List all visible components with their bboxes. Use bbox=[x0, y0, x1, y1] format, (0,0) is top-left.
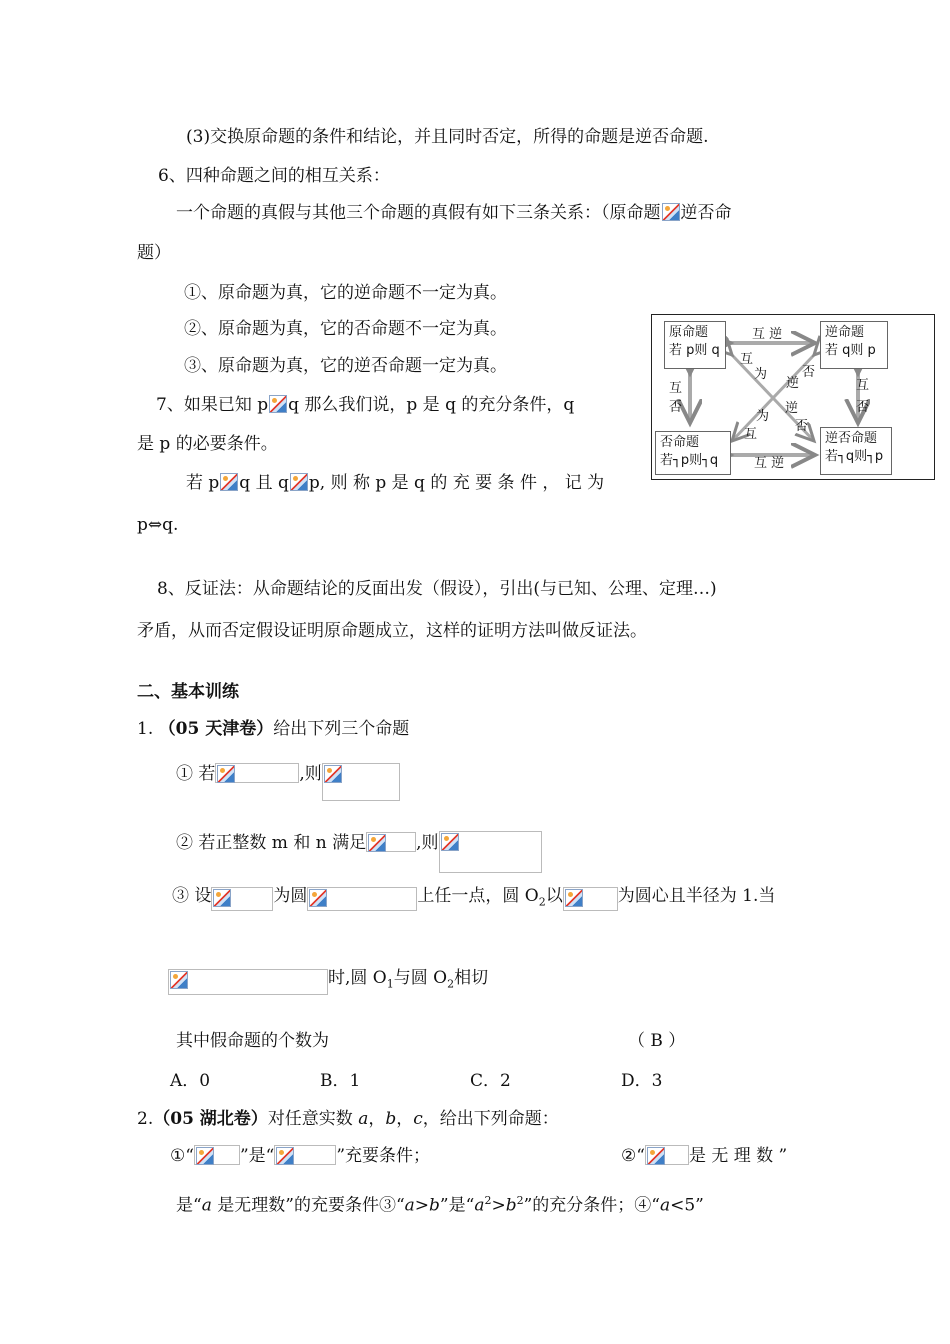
formula-image bbox=[322, 763, 400, 801]
diag-label-7: 为 bbox=[756, 409, 770, 424]
s7-d1: 若 p bbox=[186, 473, 220, 493]
formula-image bbox=[366, 832, 416, 852]
formula-image bbox=[168, 969, 328, 995]
formula-image bbox=[219, 472, 239, 492]
q1-i3f-sub2: 2 bbox=[447, 977, 455, 991]
br-form: 若┐q则┐p bbox=[825, 449, 884, 464]
q1-i3c-sub: 2 bbox=[538, 895, 546, 909]
top-edge-label: 互 逆 bbox=[752, 327, 783, 342]
formula-image bbox=[439, 831, 542, 873]
s6-rule1: ①、原命题为真，它的逆命题不一定为真。 bbox=[184, 283, 507, 303]
diag-label-5: 否 bbox=[795, 419, 809, 434]
q1-i3c: 上任一点，圆 O bbox=[417, 886, 539, 906]
diag-label-2: 为 bbox=[754, 367, 768, 382]
var-b: b bbox=[429, 1195, 440, 1216]
image-placeholder-icon bbox=[217, 765, 235, 783]
q1-i1b: ,则 bbox=[299, 764, 322, 784]
right-edge-label-2: 否 bbox=[856, 400, 870, 415]
q1-i2a: ② 若正整数 m 和 n 满足 bbox=[176, 833, 367, 853]
q2-text-b: ，给出下列命题： bbox=[422, 1109, 559, 1129]
image-placeholder-icon bbox=[290, 473, 308, 491]
image-placeholder-icon bbox=[269, 395, 287, 413]
q2-source: （05 湖北卷） bbox=[153, 1109, 268, 1129]
q1-i1a: ① 若 bbox=[176, 764, 216, 784]
s6-intro-b: 逆否命 bbox=[680, 203, 732, 223]
left-edge-label-1: 互 bbox=[669, 381, 683, 396]
four-propositions-diagram bbox=[651, 314, 935, 480]
diag-label-6: 逆 bbox=[785, 401, 799, 416]
q1-i3f: 时,圆 O bbox=[328, 968, 387, 988]
formula-image bbox=[211, 887, 273, 911]
image-placeholder-icon bbox=[441, 833, 459, 851]
var-c: c bbox=[413, 1109, 423, 1129]
q1-source: （05 天津卷） bbox=[158, 719, 274, 739]
s7-b: q 那么我们说，p 是 q 的充分条件，q bbox=[288, 395, 575, 415]
formula-image bbox=[289, 472, 309, 492]
tr-form: 若 q则 p bbox=[825, 343, 876, 358]
s6-rule2: ②、原命题为真，它的否命题不一定为真。 bbox=[184, 319, 507, 339]
s7-line1 bbox=[156, 394, 574, 416]
q1-i3a: ③ 设 bbox=[172, 886, 212, 906]
diag-label-3: 逆 bbox=[786, 376, 800, 391]
q2-l3-i: > bbox=[491, 1195, 506, 1216]
section-2-heading: 二、基本训练 bbox=[137, 682, 239, 702]
var-a: a bbox=[404, 1195, 415, 1216]
left-edge-label-2: 否 bbox=[669, 400, 683, 415]
q2-l3-k: ”的充分条件；④“ bbox=[523, 1195, 660, 1216]
diag-label-4: 否 bbox=[802, 365, 816, 380]
q2-i1c: ”充要条件； bbox=[336, 1146, 431, 1166]
s7-d2: q 且 q bbox=[239, 473, 289, 493]
bl-title: 否命题 bbox=[660, 435, 700, 450]
q1-option-d: D．3 bbox=[621, 1071, 663, 1091]
q2-i1a: ①“ bbox=[170, 1146, 194, 1166]
q1-item1 bbox=[176, 763, 400, 801]
image-placeholder-icon bbox=[170, 971, 188, 989]
q2-line3 bbox=[176, 1190, 704, 1217]
image-placeholder-icon bbox=[220, 473, 238, 491]
var-a: a bbox=[201, 1195, 212, 1216]
formula-image bbox=[194, 1145, 240, 1165]
s7-line4: p⇔q. bbox=[137, 515, 179, 535]
converse-proposition-box bbox=[820, 321, 888, 369]
image-placeholder-icon bbox=[324, 765, 342, 783]
q2-item1 bbox=[170, 1145, 430, 1167]
q1-item2 bbox=[176, 831, 542, 873]
q2-l3-a: 是“ bbox=[176, 1195, 202, 1216]
s8-line2: 矛盾，从而否定假设证明原命题成立，这样的证明方法叫做反证法。 bbox=[137, 621, 647, 641]
formula-image bbox=[274, 1145, 336, 1165]
q1-option-b: B．1 bbox=[320, 1071, 361, 1091]
formula-image bbox=[215, 763, 299, 783]
q2-l3-c: 是无理数”的充要条件③“ bbox=[211, 1195, 405, 1216]
q1-option-a: A．0 bbox=[170, 1071, 211, 1091]
image-placeholder-icon bbox=[647, 1147, 665, 1165]
tl-form: 若 p则 q bbox=[669, 343, 720, 358]
br-title: 逆否命题 bbox=[825, 431, 878, 446]
s8-line1: 8、反证法：从命题结论的反面出发（假设），引出(与已知、公理、定理…) bbox=[157, 579, 717, 599]
s6-intro-line2: 题） bbox=[137, 243, 171, 263]
tr-title: 逆命题 bbox=[825, 325, 865, 340]
q1-header bbox=[137, 718, 409, 740]
image-placeholder-icon bbox=[309, 889, 327, 907]
q2-l3-g: ”是“ bbox=[439, 1195, 475, 1216]
q1-i3f-sub1: 1 bbox=[386, 977, 394, 991]
image-placeholder-icon bbox=[565, 889, 583, 907]
image-placeholder-icon bbox=[196, 1147, 214, 1165]
var-a: a bbox=[659, 1195, 671, 1216]
s6-rule3: ③、原命题为真，它的逆否命题一定为真。 bbox=[184, 356, 507, 376]
s7-line2: 是 p 的必要条件。 bbox=[137, 434, 278, 454]
formula-image bbox=[268, 394, 288, 414]
q2-i1b: ”是“ bbox=[239, 1146, 275, 1166]
original-proposition-box bbox=[664, 321, 726, 369]
q2-l3-m: <5” bbox=[670, 1195, 704, 1216]
q1-i3g: 与圆 O bbox=[393, 968, 448, 988]
q2-i2b: 是 无 理 数 ” bbox=[688, 1146, 788, 1166]
s7-a: 7、如果已知 p bbox=[156, 395, 269, 415]
sup-2: 2 bbox=[484, 1194, 492, 1207]
var-a: a bbox=[474, 1195, 485, 1216]
sep-2: ， bbox=[396, 1109, 414, 1129]
formula-image bbox=[661, 202, 681, 222]
tl-title: 原命题 bbox=[669, 325, 709, 340]
right-edge-label-1: 互 bbox=[856, 378, 870, 393]
var-b: b bbox=[385, 1109, 397, 1129]
q1-item3-cont bbox=[168, 967, 488, 995]
q1-i2b: ,则 bbox=[416, 833, 439, 853]
inverse-proposition-box bbox=[655, 431, 731, 475]
sup-2: 2 bbox=[516, 1194, 524, 1207]
diag-label-8: 互 bbox=[744, 427, 758, 442]
q1-question: 其中假命题的个数为 bbox=[176, 1031, 329, 1051]
bottom-edge-label: 互 逆 bbox=[754, 456, 785, 471]
s6-intro-line1 bbox=[176, 202, 732, 224]
q2-item2 bbox=[621, 1145, 787, 1167]
var-a: a bbox=[358, 1109, 369, 1129]
image-placeholder-icon bbox=[276, 1147, 294, 1165]
q1-item3 bbox=[172, 885, 775, 913]
q2-number: 2. bbox=[137, 1109, 154, 1129]
formula-image bbox=[563, 887, 618, 911]
q1-number: 1. bbox=[137, 719, 154, 739]
q1-i3b: 为圆 bbox=[273, 886, 308, 906]
image-placeholder-icon bbox=[662, 203, 680, 221]
s7-line3 bbox=[186, 472, 604, 494]
s5-item3: (3)交换原命题的条件和结论，并且同时否定，所得的命题是逆否命题. bbox=[186, 127, 709, 147]
q1-i3d: 以 bbox=[545, 886, 563, 906]
s7-d3: p, 则 称 p 是 q 的 充 要 条 件 ， 记 为 bbox=[308, 473, 605, 493]
q1-i3h: 相切 bbox=[454, 968, 489, 988]
sep-1: ， bbox=[368, 1109, 386, 1129]
q2-i2a: ②“ bbox=[621, 1146, 645, 1166]
q2-l3-e: > bbox=[414, 1195, 430, 1216]
contrapositive-proposition-box bbox=[820, 427, 892, 475]
q1-i3e: 为圆心且半径为 1.当 bbox=[617, 886, 776, 906]
s6-title: 6、四种命题之间的相互关系： bbox=[158, 166, 390, 186]
formula-image bbox=[645, 1145, 689, 1165]
q2-text-a: 对任意实数 bbox=[267, 1109, 359, 1129]
bl-form: 若┐p则┐q bbox=[660, 453, 719, 468]
q1-answer: （ B ） bbox=[628, 1031, 686, 1051]
diag-label-1: 互 bbox=[740, 352, 754, 367]
q1-option-c: C．2 bbox=[470, 1071, 511, 1091]
image-placeholder-icon bbox=[368, 834, 386, 852]
q2-header bbox=[137, 1108, 559, 1130]
s6-intro-a: 一个命题的真假与其他三个命题的真假有如下三条关系：（原命题 bbox=[176, 203, 661, 223]
q1-text: 给出下列三个命题 bbox=[273, 719, 410, 739]
image-placeholder-icon bbox=[213, 889, 231, 907]
formula-image bbox=[307, 887, 417, 911]
var-b: b bbox=[505, 1195, 517, 1216]
